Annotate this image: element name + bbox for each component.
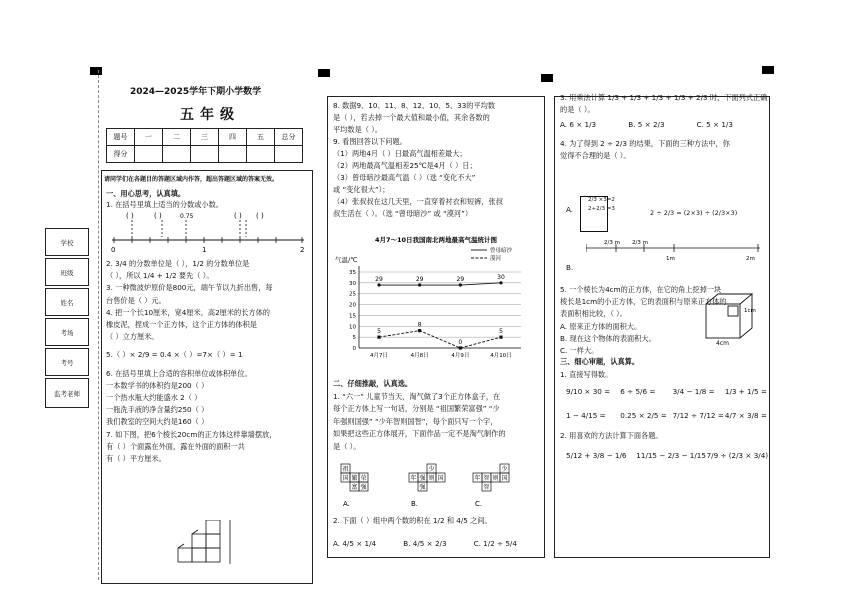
question-text: 是（ ），若去掉一个最大值和最小值，其余各数的 (333, 113, 490, 122)
calc-item: 7/12 ÷ 7/12 = (672, 411, 724, 420)
option-b[interactable]: B. 4/5 × 2/3 (403, 539, 447, 548)
net-char: 强 (419, 484, 426, 491)
option-label[interactable]: B. (411, 500, 419, 508)
category-label: 4月10日 (490, 353, 512, 359)
question-text: 觉得不合理的是（ ）。 (560, 150, 631, 160)
option-c[interactable]: C. 一样大。 (560, 346, 599, 356)
segment-label: 2/3 m (632, 240, 648, 246)
data-label: 29 (375, 276, 383, 284)
question-text: 的是（ ）。 (560, 105, 595, 115)
registration-mark (762, 66, 774, 74)
question-text: 是（ ）。 (333, 441, 361, 451)
blank-label: ( ) (234, 212, 242, 220)
segment-label: 1m (666, 256, 675, 262)
table-cell: 二 (163, 129, 191, 146)
question-text: 4. 为了得到 2 ÷ 2/3 的结果，下面的三种方法中，你 (560, 138, 730, 148)
equation: 2/3 ×3=2 (588, 197, 615, 203)
field-proctor[interactable] (45, 378, 89, 408)
question-text: （4）张叔叔在这几天里，一直穿着衬衣和短裤，张叔 (333, 197, 503, 206)
calc-item: 6 ÷ 5/6 = (620, 387, 656, 396)
field-label: 考号 (60, 358, 74, 367)
question-text: （ ），所以 1/4 + 1/2 要先（ ）。 (106, 271, 214, 281)
question-text: 7. 如下图，把6个棱长20cm的正方体这样靠墙摆放， (106, 429, 277, 439)
calc-item: 11/15 − 2/3 − 1/15 (636, 451, 706, 460)
table-cell: 一 (135, 129, 163, 146)
calc-row-3 (566, 450, 768, 461)
field-label: 学校 (60, 238, 74, 247)
option-a[interactable]: A. 4/5 × 1/4 (333, 539, 377, 548)
net-char: 则 (492, 475, 499, 482)
blank-label: ( ) (154, 212, 162, 220)
data-point (418, 283, 421, 286)
question-text: 1. 直接写得数。 (560, 369, 613, 379)
option-a[interactable]: A. 原来正方体的面积大。 (560, 321, 642, 331)
y-axis-label: 气温/℃ (335, 256, 358, 264)
tick-label: 2 (300, 246, 305, 254)
data-label: 5 (499, 328, 503, 336)
data-point (418, 329, 421, 332)
question-text: 有（ ）平方厘米。 (106, 454, 166, 464)
calc-item: 7/9 ÷ (2/3 × 3/4) (706, 451, 769, 460)
question-text: 1. 在括号里填上适当的分数或小数。 (106, 200, 223, 209)
question-text: （3）曾母暗沙最高气温（ ）（选 “变化不大” (333, 173, 476, 182)
question-text: 2. 下面（ ）组中两个数的积在 1/2 和 4/5 之间。 (333, 516, 492, 525)
question-text: 如果把这些正方体展开，下面作品一定不是淘气制作的 (333, 429, 506, 438)
registration-mark (90, 67, 102, 75)
score-cell[interactable] (219, 146, 247, 163)
option-a-label[interactable]: A. (566, 205, 574, 214)
option-b[interactable]: B. 5 × 2/3 (628, 120, 665, 130)
list-item: 一瓶洗手液的净含量约250（ ） (106, 405, 209, 415)
question-text: 2. 3/4 的分数单位是（ ），1/2 的分数单位是 (106, 259, 250, 268)
section-2 (333, 378, 506, 453)
score-cell[interactable] (191, 146, 219, 163)
chart-title: 4月7～10日我国南北两地最高气温统计图 (374, 236, 498, 244)
data-label: 5 (377, 328, 381, 336)
registration-mark (318, 69, 330, 77)
legend-label: 曾母暗沙 (490, 248, 513, 254)
data-label: 29 (456, 276, 465, 284)
net-char: 国 (501, 475, 508, 482)
page-title: 2024—2025学年下期小学数学 (130, 87, 262, 97)
field-exam-number[interactable] (45, 348, 89, 376)
question-text: 叔生活在（ ）。（选 “曾母暗沙” 或 “漠河”） (333, 209, 473, 218)
category-label: 4月9日 (451, 353, 470, 359)
calc-row-2 (566, 410, 767, 421)
column-3-top (560, 92, 767, 162)
segment-label: 2m (746, 256, 755, 262)
number-line (106, 210, 310, 256)
option-label[interactable]: C. (475, 500, 483, 508)
score-cell[interactable] (163, 146, 191, 163)
grade-title: 五年级 (180, 107, 240, 123)
question-text: 3. 一种微波炉原价是800元，端午节以九折出售，每 (106, 283, 273, 293)
data-label: 8 (417, 321, 422, 329)
list-item: 一个热水瓶大约能盛水 2（ ） (106, 393, 202, 403)
option-b-label[interactable]: B. (566, 263, 574, 272)
question-3-2: 2. 用喜欢的方法计算下面各题。 (560, 431, 663, 440)
blank-label: ( ) (126, 212, 134, 220)
tick-label: 30 (349, 280, 356, 287)
question-text: 5.（ ）× 2/9 = 0.4 ×（ ）=7×（ ）= 1 (106, 350, 243, 360)
temperature-chart (331, 232, 541, 362)
field-school[interactable] (45, 228, 89, 256)
net-char: 强 (419, 475, 426, 482)
net-char: 国 (342, 475, 349, 482)
question-2-2 (333, 514, 517, 550)
table-row (107, 129, 303, 146)
question-text: 3. 用乘法计算 1/3 + 1/3 + 1/3 + 1/3 + 2/3 时，下面列式正确 (560, 93, 768, 102)
list-item: 我们教室的空间大约是160（ ） (106, 417, 209, 427)
cube-figure (700, 290, 764, 346)
field-label: 姓名 (60, 298, 74, 307)
net-char: 少 (501, 466, 508, 473)
tick-label: 0 (352, 346, 356, 352)
data-point (499, 281, 502, 284)
field-exam-room[interactable] (45, 318, 89, 346)
question-text: （ ）立方厘米。 (106, 332, 159, 342)
question-text: 台售价是（ ）元。 (106, 295, 166, 305)
question-text: 5. 一个棱长为4cm的正方体，在它的角上挖掉一块 (560, 285, 722, 294)
legend-label: 漠河 (490, 256, 502, 262)
net-char: 智 (483, 475, 490, 482)
question-text: 6. 在括号里填上合适的容积单位或体积单位。 (106, 368, 252, 378)
net-char: 则 (428, 475, 435, 482)
calc-row-1 (566, 386, 767, 397)
notice: 请同学们在各题目的答题区域内作答，超出答题区域的答案无效。 (104, 176, 279, 183)
column-1-questions (106, 258, 276, 465)
series-line (379, 283, 501, 285)
net-char: 年 (474, 475, 481, 482)
question-text: 8. 数据9、10、11、8、12、10、5、33的平均数 (333, 101, 496, 110)
category-label: 4月8日 (410, 353, 429, 359)
tick-label: 35 (349, 270, 356, 276)
table-cell: 三 (191, 129, 219, 146)
question-text: 有（ ）个面露在外面，露在外面的面积一共 (106, 441, 245, 451)
net-char: 国 (437, 475, 444, 482)
field-label: 班级 (60, 268, 74, 277)
column-1-content (106, 188, 223, 210)
data-point (377, 283, 380, 286)
q4-a-text (588, 196, 615, 214)
question-text: （1）两地4月（ ）日最高气温相差最大； (333, 149, 467, 158)
series-line (379, 331, 501, 348)
question-text: 9. 看图回答以下问题。 (333, 137, 407, 146)
tick-label: 15 (349, 313, 356, 320)
question-text: 1. “六一” 儿童节当天，淘气做了3个正方体盒子，在 (333, 391, 501, 401)
data-point (499, 336, 502, 339)
net-char: 繁 (351, 475, 358, 482)
registration-mark (541, 74, 553, 82)
net-char: 富 (351, 484, 358, 491)
question-text: 棱长是1cm的小正方体，它的表面积与原来正方体的 (560, 297, 727, 307)
option-c[interactable]: C. 1/2 ÷ 5/4 (473, 539, 517, 548)
equation: 2÷2/3 =3 (588, 206, 615, 212)
q4-method: 2 ÷ 2/3 = (2×3) ÷ (2/3×3) (650, 209, 738, 217)
question-text: 橡皮泥，捏成一个正方体，这个正方体的体积是 (106, 320, 257, 330)
data-label: 30 (497, 273, 505, 281)
q4-figure-b (586, 234, 762, 262)
table-row (107, 146, 303, 163)
question-text: 每个正方体上写一句话，分别是 “祖国繁荣富强” “少 (333, 404, 500, 413)
table-cell: 四 (219, 129, 247, 146)
list-item: 一本数学书的体积约是200（ ） (106, 380, 209, 390)
calc-item: 1/3 + 1/5 = (724, 387, 767, 396)
question-text: （2）两地最高气温相差25℃是4月（ ）日； (333, 161, 477, 170)
net-char: 祖 (342, 466, 349, 473)
question-text: 表面积相比较，（ ）。 (560, 309, 627, 319)
data-label: 29 (415, 276, 424, 284)
score-cell[interactable] (135, 146, 163, 163)
question-text: 年强则国强” “少年智则国智”，每个面只写一个字， (333, 416, 498, 426)
field-label: 监考老师 (54, 389, 80, 398)
score-cell[interactable] (275, 146, 303, 163)
question-text: 平均数是（ ）。 (333, 125, 382, 134)
score-cell[interactable] (247, 146, 275, 163)
tick-label: 10 (349, 324, 356, 331)
option-a[interactable]: A. 6 × 1/3 (560, 120, 597, 130)
calc-item: 4/7 × 3/8 = (724, 411, 767, 420)
data-point (459, 283, 462, 286)
section-heading: 三、细心审题，认真算。 (560, 357, 640, 366)
calc-item: 9/10 × 30 = (566, 387, 611, 396)
net-char: 少 (428, 466, 435, 473)
tick-label: 1 (202, 246, 207, 254)
table-cell: 总分 (275, 129, 303, 146)
table-cell: 题号 (107, 129, 135, 146)
column-2-questions (333, 100, 503, 220)
segment-label: 2/3 m (604, 240, 620, 246)
section-heading: 一、用心思考，认真填。 (106, 189, 186, 198)
cube-stack-figure (168, 520, 238, 564)
section-3 (560, 356, 639, 381)
tick-label: 5 (352, 335, 356, 342)
calc-item: 3/4 − 1/8 = (672, 387, 715, 396)
net-char: 智 (483, 484, 490, 491)
calc-item: 5/12 + 3/8 − 1/6 (566, 451, 627, 460)
dimension-label: 4cm (716, 340, 729, 346)
calc-item: 0.25 × 2/5 = (620, 411, 667, 420)
binding-line (98, 70, 99, 580)
data-point (377, 336, 380, 339)
option-label[interactable]: A. (343, 500, 350, 508)
question-text: 4. 把一个长10厘米，宽4厘米，高2厘米的长方体的 (106, 307, 270, 317)
field-label: 考场 (60, 328, 74, 337)
category-label: 4月7日 (370, 353, 388, 359)
section-heading: 二、仔细推敲，认真选。 (333, 379, 413, 388)
score-table (106, 128, 303, 163)
tick-label: 0 (111, 246, 116, 254)
option-c[interactable]: C. 5 × 1/3 (696, 120, 733, 130)
blank-label: ( ) (256, 212, 264, 220)
net-char: 荣 (360, 475, 367, 482)
field-name[interactable] (45, 288, 89, 316)
tick-label: 25 (349, 291, 356, 298)
net-char: 强 (360, 484, 367, 491)
field-class[interactable] (45, 258, 89, 286)
cube-nets (333, 460, 543, 510)
table-cell: 得分 (107, 146, 135, 163)
question-text: 或 “变化很大”）； (333, 185, 390, 194)
option-b[interactable]: B. 现在这个物体的表面积大。 (560, 333, 656, 343)
data-point (459, 346, 462, 349)
data-label: 0 (458, 339, 463, 346)
net-char: 年 (410, 475, 417, 482)
dimension-label: 1cm (744, 308, 756, 314)
value-label: 0.75 (180, 213, 194, 220)
tick-label: 20 (349, 302, 356, 309)
calc-item: 1 − 4/15 = (566, 411, 606, 420)
table-cell: 五 (247, 129, 275, 146)
